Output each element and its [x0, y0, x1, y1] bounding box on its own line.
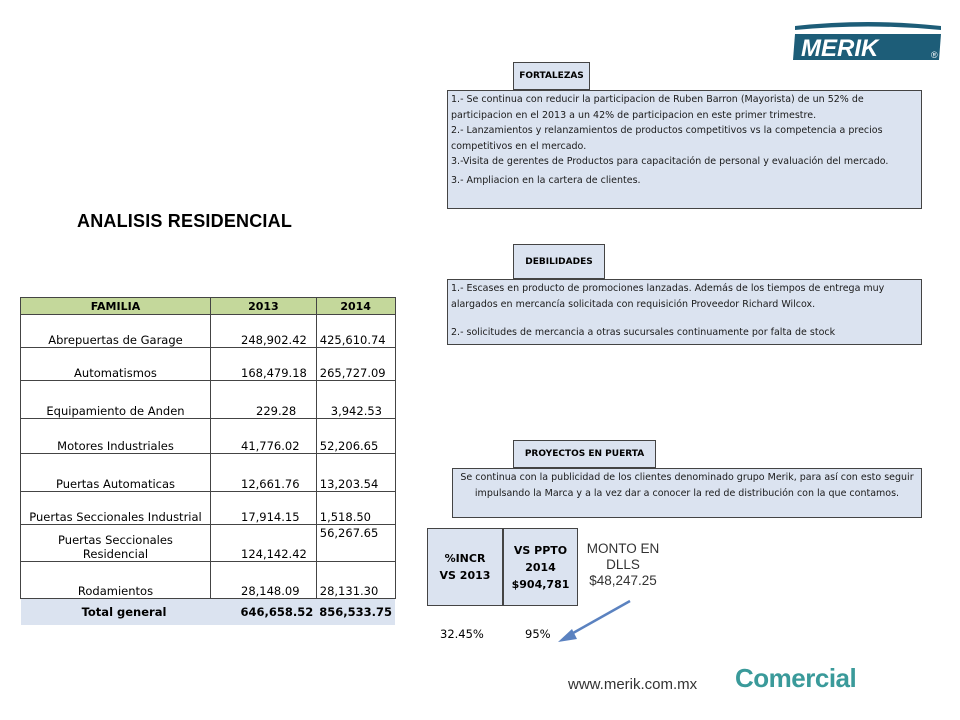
value-2014-cell: 265,727.09 [316, 348, 395, 381]
table-row [21, 348, 396, 381]
table-header-row [21, 298, 396, 315]
fortalezas-box [447, 90, 922, 209]
familia-cell: Automatismos [21, 348, 211, 381]
fortaleza-item-3: 3.-Visita de gerentes de Productos para capacitación de personal y evaluación del mercado. [451, 156, 889, 167]
brand-text: Comercial [735, 663, 857, 693]
table-row [21, 562, 396, 599]
table-row [21, 525, 396, 562]
familia-cell: Abrepuertas de Garage [21, 315, 211, 348]
value-2014-cell: 28,131.30 [316, 562, 395, 599]
monto-en-dlls: MONTO EN DLLS $48,247.25 [586, 541, 660, 588]
value-2014-cell: 1,518.50 [316, 492, 395, 525]
merik-logo [793, 20, 943, 64]
familia-cell: Rodamientos [21, 562, 211, 599]
value-2013-cell: 248,902.42 [211, 315, 317, 348]
table-total-row [21, 599, 396, 626]
value-2014-cell: 3,942.53 [316, 381, 395, 419]
page-title: ANALISIS RESIDENCIAL [77, 211, 293, 231]
debilidades-heading: DEBILIDADES [513, 244, 605, 279]
value-2014-cell: 56,267.65 [316, 525, 395, 562]
vs-ppto-2014-value: 95% [525, 627, 551, 641]
debilidad-item-1: 1.- Escases en producto de promociones lanzadas. Además de los tiempos de entrega muy alargados en mercancía solicitada con requisición Proveedor Richard Wilcox. [451, 283, 885, 310]
debilidad-item-2: 2.- solicitudes de mercancia a otras sucursales continuamente por falta de stock [451, 327, 836, 338]
arrow-icon [550, 595, 640, 647]
total-label: Total general [21, 599, 211, 626]
fortaleza-item-2: 2.- Lanzamientos y relanzamientos de productos competitivos vs la competencia a precios competitivos en el mercado. [451, 125, 883, 152]
vs-ppto-2014-header: VS PPTO 2014 $904,781 [503, 528, 578, 606]
logo-text: MERIK [801, 35, 879, 62]
table-row [21, 381, 396, 419]
fortalezas-heading: FORTALEZAS [513, 62, 590, 90]
proyectos-box: Se continua con la publicidad de los clientes denominado grupo Merik, para así con esto seguir impulsando la Marca y a la vez dar a conocer la red de distribución con la que contamos. [452, 468, 922, 518]
column-header-2013: 2013 [211, 298, 317, 315]
table-row [21, 492, 396, 525]
debilidades-box [447, 279, 922, 345]
value-2013-cell: 17,914.15 [211, 492, 317, 525]
column-header-familia: FAMILIA [21, 298, 211, 315]
value-2013-cell: 229.28 [211, 381, 317, 419]
familia-cell: Puertas Seccionales Residencial [21, 525, 211, 562]
value-2013-cell: 12,661.76 [211, 454, 317, 492]
table-row [21, 315, 396, 348]
total-2013: 646,658.52 [211, 599, 317, 626]
value-2014-cell: 13,203.54 [316, 454, 395, 492]
incr-vs-2013-header: %INCR VS 2013 [427, 528, 503, 606]
logo-registered-mark: ® [931, 50, 938, 60]
value-2013-cell: 168,479.18 [211, 348, 317, 381]
proyectos-heading: PROYECTOS EN PUERTA [513, 440, 656, 468]
website-url: www.merik.com.mx [568, 676, 698, 693]
fortaleza-item-1: 1.- Se continua con reducir la participacion de Ruben Barron (Mayorista) de un 52% de participacion en el 2013 a un 42% de participacion en este primer trimestre. [451, 94, 864, 121]
column-header-2014: 2014 [316, 298, 395, 315]
familia-cell: Motores Industriales [21, 419, 211, 454]
familia-cell: Puertas Seccionales Industrial [21, 492, 211, 525]
family-sales-table [20, 297, 396, 625]
fortaleza-item-4: 3.- Ampliacion en la cartera de clientes. [451, 174, 641, 186]
value-2014-cell: 425,610.74 [316, 315, 395, 348]
value-2013-cell: 124,142.42 [211, 525, 317, 562]
value-2013-cell: 28,148.09 [211, 562, 317, 599]
value-2013-cell: 41,776.02 [211, 419, 317, 454]
value-2014-cell: 52,206.65 [316, 419, 395, 454]
incr-vs-2013-value: 32.45% [440, 627, 484, 641]
familia-cell: Puertas Automaticas [21, 454, 211, 492]
table-row [21, 419, 396, 454]
familia-cell: Equipamiento de Anden [21, 381, 211, 419]
table-row [21, 454, 396, 492]
total-2014: 856,533.75 [316, 599, 395, 626]
